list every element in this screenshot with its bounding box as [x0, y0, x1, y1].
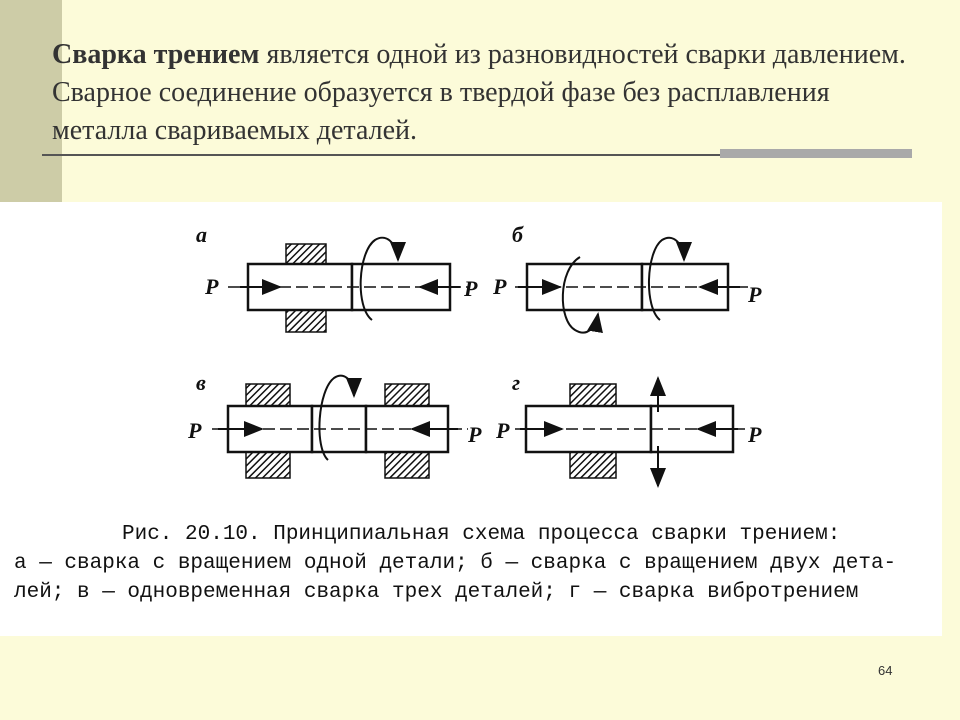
figure-panel [0, 202, 942, 636]
diagram-a [196, 222, 478, 332]
caption-line-1: Рис. 20.10. Принципиальная схема процесса сварки трением: [122, 523, 841, 546]
figure-caption [0, 520, 942, 607]
force-label-a-right: P [464, 276, 478, 301]
caption-line-2: а — сварка с вращением одной детали; б — сварка с вращением двух дета- [14, 552, 897, 575]
label-v: в [196, 370, 206, 395]
label-g: г [512, 370, 521, 395]
force-label-g-left: P [496, 418, 510, 443]
title-bold-term: Сварка трением [52, 39, 260, 70]
diagram-v [187, 370, 482, 478]
diagram-g [495, 370, 762, 486]
title-accent-bar [720, 149, 912, 158]
page-number: 64 [878, 663, 893, 678]
force-label-a-left: P [205, 274, 219, 299]
force-label-b-left: P [493, 274, 507, 299]
label-a: а [196, 222, 207, 247]
welding-schematic [0, 202, 942, 522]
force-label-b-right: P [748, 282, 762, 307]
slide-title [52, 36, 932, 150]
force-label-g-right: P [748, 422, 762, 447]
title-text: является одной из разновидностей сварки давлением. Сварное соединение образуется в твердой фазе без расплавления металла свариваемых деталей. [52, 39, 906, 146]
caption-line-3: лей; в — одновременная сварка трех деталей; г — сварка вибротрением [14, 581, 859, 604]
label-b: б [512, 222, 523, 247]
diagram-b [492, 222, 762, 333]
force-label-v-right: P [468, 422, 482, 447]
force-label-v-left: P [188, 418, 202, 443]
